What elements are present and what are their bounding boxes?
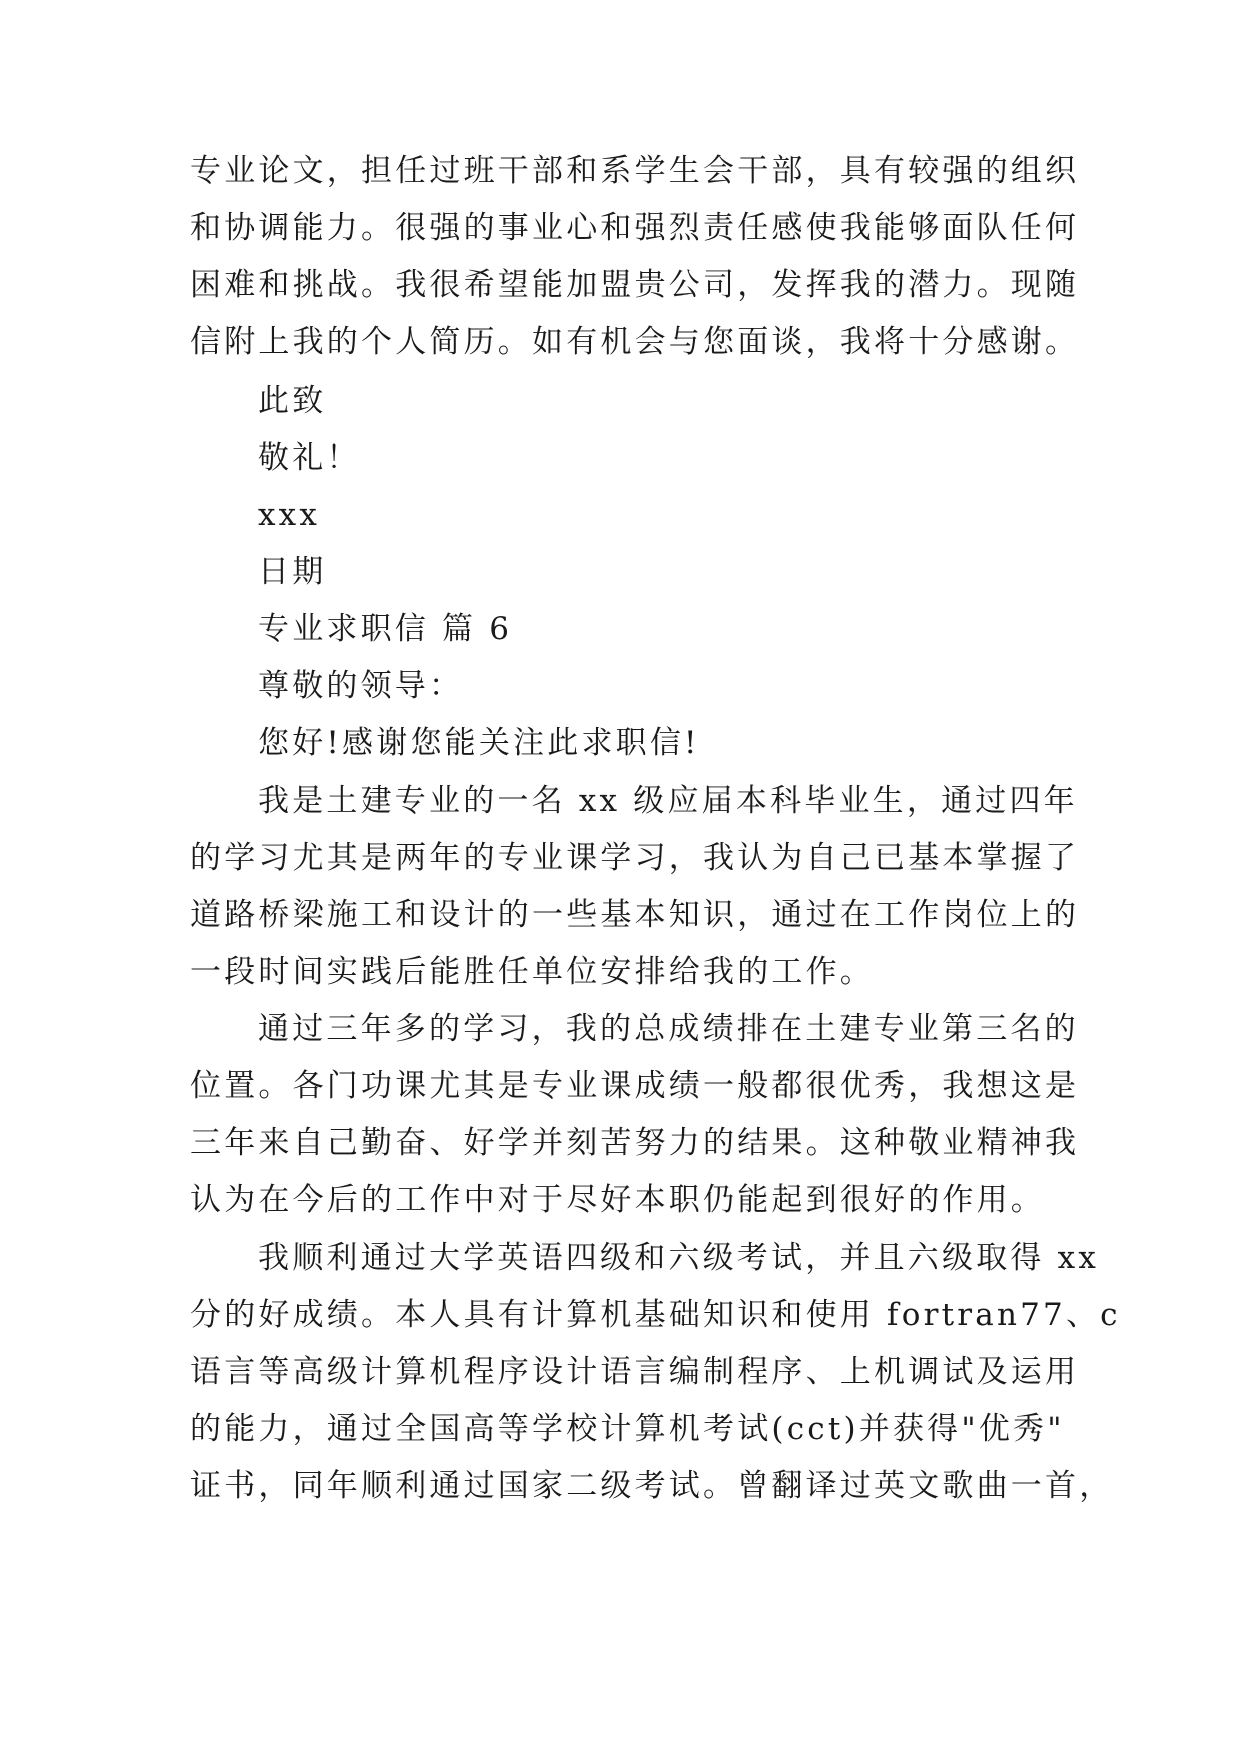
body-text-line: 我顺利通过大学英语四级和六级考试，并且六级取得 xx (258, 1240, 1100, 1276)
closing-regards: 敬礼！ (258, 440, 361, 476)
greeting-line: 您好!感谢您能关注此求职信! (258, 725, 700, 761)
closing-salutation: 此致 (258, 383, 327, 419)
body-text-line: 专业论文，担任过班干部和系学生会干部，具有较强的组织 (190, 153, 1080, 189)
body-text-line: 认为在今后的工作中对于尽好本职仍能起到很好的作用。 (190, 1182, 1045, 1218)
body-text-line: 三年来自己勤奋、好学并刻苦努力的结果。这种敬业精神我 (190, 1125, 1080, 1161)
body-text-line: 一段时间实践后能胜任单位安排给我的工作。 (190, 954, 874, 990)
body-text-line: 道路桥梁施工和设计的一些基本知识，通过在工作岗位上的 (190, 897, 1080, 933)
greeting-recipient: 尊敬的领导： (258, 668, 464, 704)
signature-name: xxx (258, 497, 321, 533)
body-text-line: 证书，同年顺利通过国家二级考试。曾翻译过英文歌曲一首， (190, 1468, 1114, 1504)
body-text-line: 困难和挑战。我很希望能加盟贵公司，发挥我的潜力。现随 (190, 267, 1080, 303)
signature-date: 日期 (258, 554, 327, 590)
body-text-line: 语言等高级计算机程序设计语言编制程序、上机调试及运用 (190, 1354, 1080, 1390)
body-text-line: 的学习尤其是两年的专业课学习，我认为自己已基本掌握了 (190, 840, 1080, 876)
body-text-line: 信附上我的个人简历。如有机会与您面谈，我将十分感谢。 (190, 324, 1080, 360)
body-text-line: 我是土建专业的一名 xx 级应届本科毕业生，通过四年 (258, 783, 1078, 819)
body-text-line: 的能力，通过全国高等学校计算机考试(cct)并获得"优秀" (190, 1411, 1065, 1447)
body-text-line: 和协调能力。很强的事业心和强烈责任感使我能够面队任何 (190, 210, 1080, 246)
body-text-line: 位置。各门功课尤其是专业课成绩一般都很优秀，我想这是 (190, 1068, 1080, 1104)
body-text-line: 通过三年多的学习，我的总成绩排在土建专业第三名的 (258, 1011, 1079, 1047)
body-text-line: 分的好成绩。本人具有计算机基础知识和使用 fortran77、c (190, 1297, 1121, 1333)
section-heading: 专业求职信 篇 6 (258, 611, 513, 647)
